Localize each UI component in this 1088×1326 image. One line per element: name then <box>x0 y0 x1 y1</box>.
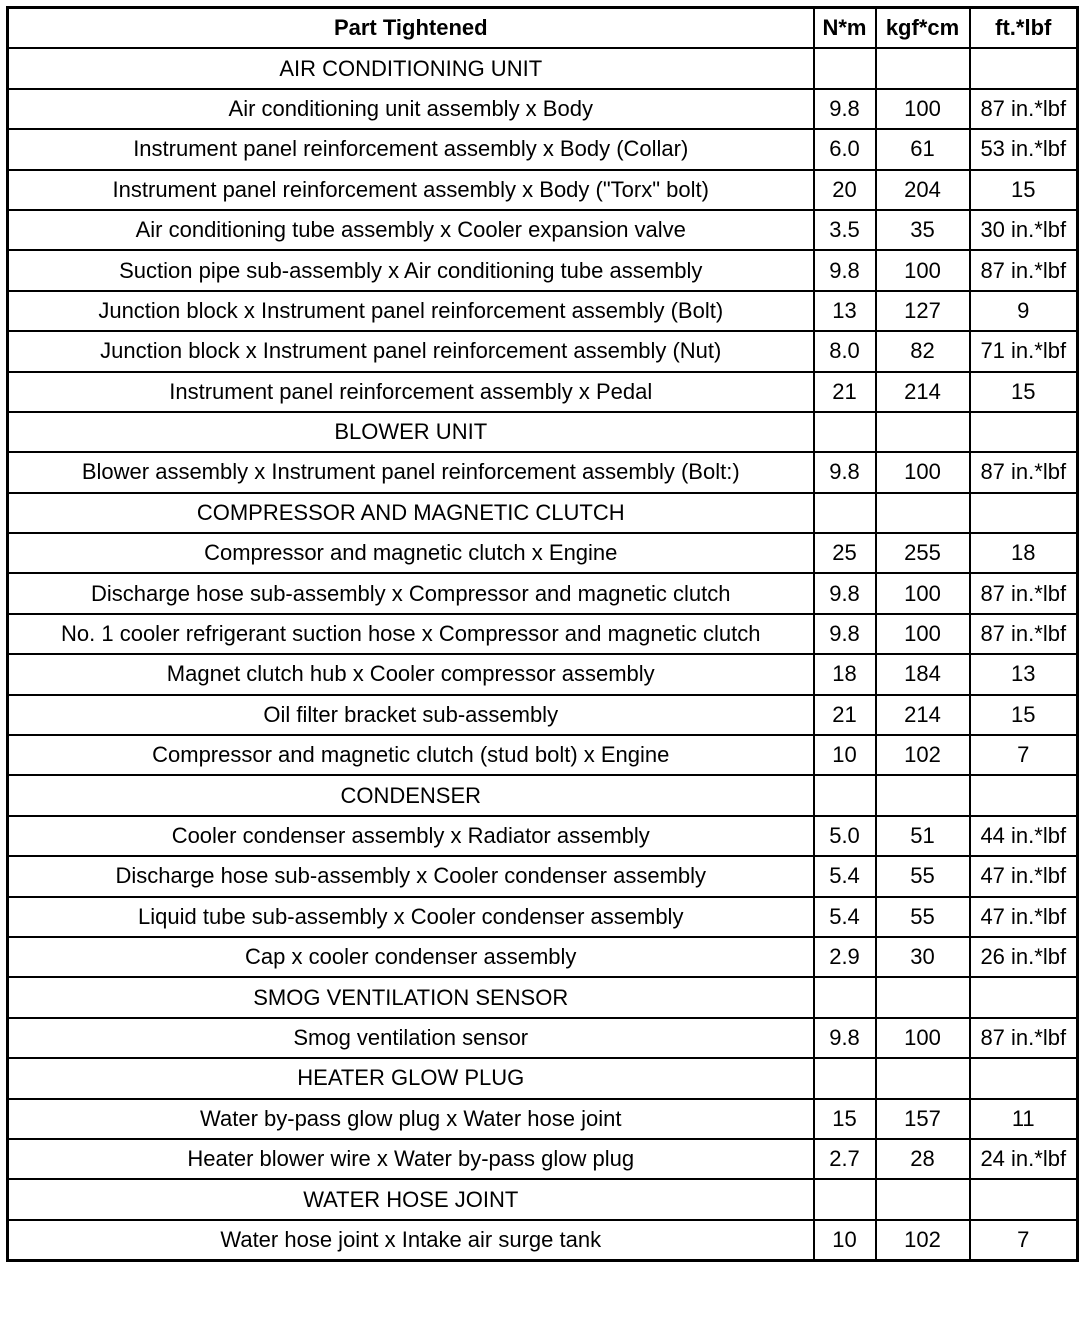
cell-ft-lbf: 7 <box>970 1220 1078 1261</box>
cell-ft-lbf <box>970 48 1078 88</box>
cell-ft-lbf <box>970 493 1078 533</box>
table-row <box>8 129 1078 169</box>
cell-kgf-cm: 214 <box>876 372 970 412</box>
cell-ft-lbf: 9 <box>970 291 1078 331</box>
cell-part: Water by-pass glow plug x Water hose joint <box>8 1099 814 1139</box>
table-row <box>8 533 1078 573</box>
cell-nm <box>814 48 876 88</box>
cell-part: Liquid tube sub-assembly x Cooler condenser assembly <box>8 897 814 937</box>
table-row <box>8 695 1078 735</box>
cell-nm: 9.8 <box>814 1018 876 1058</box>
cell-ft-lbf: 18 <box>970 533 1078 573</box>
cell-kgf-cm: 100 <box>876 614 970 654</box>
table-row <box>8 816 1078 856</box>
table-row <box>8 1139 1078 1179</box>
cell-kgf-cm <box>876 775 970 815</box>
cell-part: Junction block x Instrument panel reinforcement assembly (Bolt) <box>8 291 814 331</box>
cell-part: Blower assembly x Instrument panel reinforcement assembly (Bolt:) <box>8 452 814 492</box>
cell-part: BLOWER UNIT <box>8 412 814 452</box>
cell-kgf-cm: 100 <box>876 250 970 290</box>
cell-ft-lbf <box>970 1058 1078 1098</box>
cell-ft-lbf: 87 in.*lbf <box>970 573 1078 613</box>
cell-ft-lbf: 87 in.*lbf <box>970 1018 1078 1058</box>
table-row <box>8 452 1078 492</box>
cell-nm: 15 <box>814 1099 876 1139</box>
cell-nm: 18 <box>814 654 876 694</box>
cell-part: Suction pipe sub-assembly x Air conditioning tube assembly <box>8 250 814 290</box>
cell-kgf-cm: 100 <box>876 1018 970 1058</box>
table-row <box>8 291 1078 331</box>
cell-part: Water hose joint x Intake air surge tank <box>8 1220 814 1261</box>
cell-kgf-cm <box>876 48 970 88</box>
cell-nm <box>814 493 876 533</box>
cell-part: Air conditioning tube assembly x Cooler expansion valve <box>8 210 814 250</box>
cell-ft-lbf: 24 in.*lbf <box>970 1139 1078 1179</box>
cell-ft-lbf <box>970 775 1078 815</box>
cell-ft-lbf: 47 in.*lbf <box>970 897 1078 937</box>
cell-ft-lbf <box>970 1179 1078 1219</box>
header-kgf-cm: kgf*cm <box>876 8 970 49</box>
torque-spec-sheet <box>6 6 1079 1262</box>
cell-ft-lbf: 15 <box>970 170 1078 210</box>
cell-nm: 2.7 <box>814 1139 876 1179</box>
header-nm: N*m <box>814 8 876 49</box>
cell-part: Compressor and magnetic clutch x Engine <box>8 533 814 573</box>
cell-nm: 10 <box>814 735 876 775</box>
cell-part: Compressor and magnetic clutch (stud bolt) x Engine <box>8 735 814 775</box>
table-row <box>8 48 1078 88</box>
cell-nm: 9.8 <box>814 452 876 492</box>
table-body <box>8 48 1078 1260</box>
table-row <box>8 493 1078 533</box>
table-row <box>8 210 1078 250</box>
cell-part: Discharge hose sub-assembly x Cooler condenser assembly <box>8 856 814 896</box>
header-part-tightened: Part Tightened <box>8 8 814 49</box>
table-row <box>8 331 1078 371</box>
cell-nm <box>814 1179 876 1219</box>
cell-kgf-cm: 100 <box>876 89 970 129</box>
table-row <box>8 897 1078 937</box>
cell-kgf-cm: 255 <box>876 533 970 573</box>
cell-nm: 3.5 <box>814 210 876 250</box>
cell-ft-lbf: 44 in.*lbf <box>970 816 1078 856</box>
table-row <box>8 372 1078 412</box>
table-row <box>8 1099 1078 1139</box>
header-row <box>8 8 1078 49</box>
cell-part: Heater blower wire x Water by-pass glow plug <box>8 1139 814 1179</box>
cell-nm: 9.8 <box>814 89 876 129</box>
cell-part: Oil filter bracket sub-assembly <box>8 695 814 735</box>
table-row <box>8 775 1078 815</box>
cell-ft-lbf: 71 in.*lbf <box>970 331 1078 371</box>
cell-part: Instrument panel reinforcement assembly x Body (Collar) <box>8 129 814 169</box>
cell-ft-lbf: 15 <box>970 695 1078 735</box>
cell-ft-lbf: 87 in.*lbf <box>970 452 1078 492</box>
header-ft-lbf: ft.*lbf <box>970 8 1078 49</box>
cell-part: SMOG VENTILATION SENSOR <box>8 977 814 1017</box>
cell-nm: 6.0 <box>814 129 876 169</box>
cell-part: Magnet clutch hub x Cooler compressor assembly <box>8 654 814 694</box>
cell-ft-lbf: 87 in.*lbf <box>970 614 1078 654</box>
cell-part: Discharge hose sub-assembly x Compressor and magnetic clutch <box>8 573 814 613</box>
table-row <box>8 573 1078 613</box>
cell-kgf-cm: 28 <box>876 1139 970 1179</box>
cell-nm <box>814 412 876 452</box>
cell-kgf-cm: 204 <box>876 170 970 210</box>
cell-ft-lbf: 7 <box>970 735 1078 775</box>
table-row <box>8 412 1078 452</box>
cell-part: Instrument panel reinforcement assembly x Pedal <box>8 372 814 412</box>
cell-ft-lbf: 53 in.*lbf <box>970 129 1078 169</box>
cell-part: No. 1 cooler refrigerant suction hose x Compressor and magnetic clutch <box>8 614 814 654</box>
torque-table <box>6 6 1079 1262</box>
cell-ft-lbf: 15 <box>970 372 1078 412</box>
cell-kgf-cm: 127 <box>876 291 970 331</box>
cell-part: Cooler condenser assembly x Radiator assembly <box>8 816 814 856</box>
cell-ft-lbf: 47 in.*lbf <box>970 856 1078 896</box>
table-row <box>8 977 1078 1017</box>
cell-nm: 5.4 <box>814 897 876 937</box>
cell-part: Junction block x Instrument panel reinforcement assembly (Nut) <box>8 331 814 371</box>
cell-ft-lbf: 13 <box>970 654 1078 694</box>
cell-kgf-cm <box>876 1058 970 1098</box>
cell-part: HEATER GLOW PLUG <box>8 1058 814 1098</box>
table-row <box>8 89 1078 129</box>
cell-ft-lbf <box>970 977 1078 1017</box>
cell-nm <box>814 977 876 1017</box>
cell-part: Air conditioning unit assembly x Body <box>8 89 814 129</box>
cell-part: CONDENSER <box>8 775 814 815</box>
table-row <box>8 1058 1078 1098</box>
cell-part: COMPRESSOR AND MAGNETIC CLUTCH <box>8 493 814 533</box>
cell-nm: 5.0 <box>814 816 876 856</box>
cell-nm <box>814 775 876 815</box>
cell-ft-lbf: 26 in.*lbf <box>970 937 1078 977</box>
table-row <box>8 735 1078 775</box>
cell-kgf-cm: 100 <box>876 573 970 613</box>
cell-part: WATER HOSE JOINT <box>8 1179 814 1219</box>
cell-kgf-cm: 184 <box>876 654 970 694</box>
cell-part: AIR CONDITIONING UNIT <box>8 48 814 88</box>
cell-kgf-cm: 35 <box>876 210 970 250</box>
cell-nm: 20 <box>814 170 876 210</box>
cell-kgf-cm: 100 <box>876 452 970 492</box>
cell-nm: 21 <box>814 372 876 412</box>
cell-nm: 2.9 <box>814 937 876 977</box>
table-row <box>8 856 1078 896</box>
cell-nm: 21 <box>814 695 876 735</box>
cell-ft-lbf: 30 in.*lbf <box>970 210 1078 250</box>
cell-kgf-cm: 214 <box>876 695 970 735</box>
cell-ft-lbf: 87 in.*lbf <box>970 89 1078 129</box>
cell-part: Cap x cooler condenser assembly <box>8 937 814 977</box>
cell-nm: 5.4 <box>814 856 876 896</box>
table-row <box>8 1179 1078 1219</box>
cell-kgf-cm: 55 <box>876 856 970 896</box>
cell-nm: 9.8 <box>814 573 876 613</box>
cell-nm: 25 <box>814 533 876 573</box>
cell-kgf-cm <box>876 1179 970 1219</box>
table-row <box>8 1018 1078 1058</box>
cell-nm <box>814 1058 876 1098</box>
table-row <box>8 937 1078 977</box>
table-row <box>8 1220 1078 1261</box>
table-row <box>8 170 1078 210</box>
cell-kgf-cm: 30 <box>876 937 970 977</box>
cell-kgf-cm <box>876 493 970 533</box>
cell-kgf-cm: 102 <box>876 1220 970 1261</box>
cell-ft-lbf: 11 <box>970 1099 1078 1139</box>
cell-kgf-cm: 61 <box>876 129 970 169</box>
cell-nm: 9.8 <box>814 250 876 290</box>
cell-ft-lbf: 87 in.*lbf <box>970 250 1078 290</box>
cell-nm: 9.8 <box>814 614 876 654</box>
cell-part: Instrument panel reinforcement assembly x Body ("Torx" bolt) <box>8 170 814 210</box>
cell-ft-lbf <box>970 412 1078 452</box>
cell-part: Smog ventilation sensor <box>8 1018 814 1058</box>
cell-kgf-cm <box>876 412 970 452</box>
table-row <box>8 654 1078 694</box>
cell-kgf-cm: 55 <box>876 897 970 937</box>
table-row <box>8 250 1078 290</box>
cell-kgf-cm: 82 <box>876 331 970 371</box>
cell-kgf-cm: 157 <box>876 1099 970 1139</box>
cell-nm: 8.0 <box>814 331 876 371</box>
cell-nm: 10 <box>814 1220 876 1261</box>
cell-kgf-cm: 51 <box>876 816 970 856</box>
table-row <box>8 614 1078 654</box>
cell-kgf-cm <box>876 977 970 1017</box>
cell-nm: 13 <box>814 291 876 331</box>
cell-kgf-cm: 102 <box>876 735 970 775</box>
